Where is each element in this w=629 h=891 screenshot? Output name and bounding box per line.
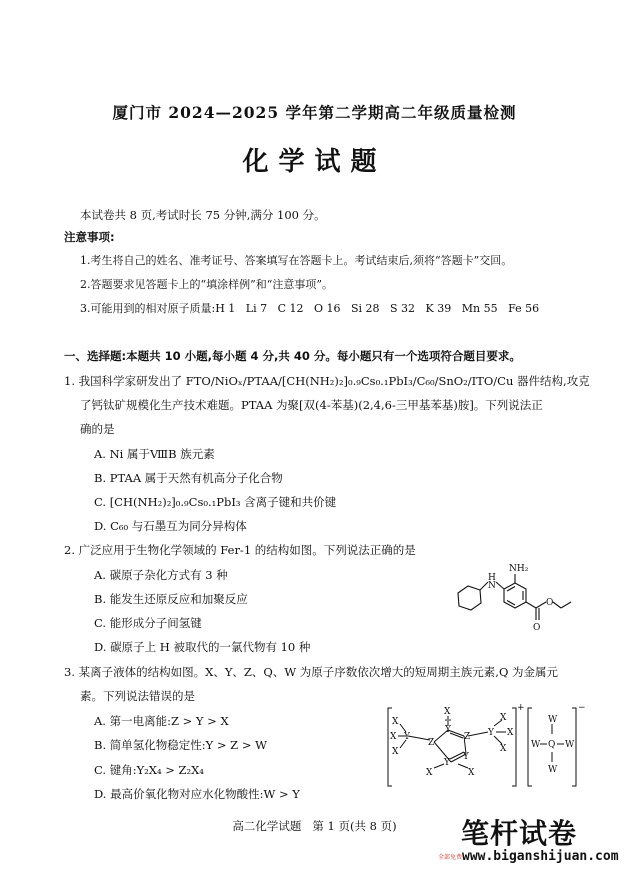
- q1-option-b: B. PTAA 属于天然有机高分子化合物: [94, 471, 283, 485]
- brand-watermark-name: 笔杆试卷: [461, 817, 578, 850]
- note-item: 3.可能用到的相对原子质量:H 1 Li 7 C 12 O 16 Si 28 S 32 K 39 Mn 55 Fe 56: [80, 302, 540, 315]
- brand-url: www.biganshijuan.com: [462, 849, 619, 864]
- q3-stem-line: 素。下列说法错误的是: [80, 689, 195, 703]
- cyclohexane-ring: [458, 586, 481, 610]
- x-label: X: [426, 768, 433, 778]
- subject-title: 化学试题: [242, 147, 387, 177]
- q1-option-c: C. [CH(NH₂)₂]₀.₉Cs₀.₁PbI₃ 含离子键和共价键: [94, 495, 337, 509]
- q3-stem-line: 3. 某离子液体的结构如图。X、Y、Z、Q、W 为原子序数依次增大的短周期主族元素,Q 为金属元: [64, 665, 559, 679]
- w-label: W: [548, 715, 558, 725]
- q2-option-d: D. 碳原子上 H 被取代的一氯代物有 10 种: [94, 640, 311, 654]
- q1-stem-line: 确的是: [80, 422, 115, 436]
- x-label: X: [507, 728, 514, 738]
- z-label: Z: [428, 738, 435, 748]
- nh2-label: NH₂: [509, 564, 529, 574]
- ester-o-label: O: [546, 598, 554, 608]
- fer1-structure-diagram: [450, 558, 590, 638]
- y-label: Y: [488, 728, 494, 738]
- n-label: N: [488, 581, 496, 591]
- q1-option-a: A. Ni 属于ⅧB 族元素: [94, 447, 215, 461]
- page-footer: 高二化学试题 第 1 页(共 8 页): [232, 819, 397, 833]
- x-label: X: [392, 747, 399, 757]
- notes-heading: 注意事项:: [64, 230, 115, 244]
- q-label: Q: [548, 740, 556, 750]
- x-label: X: [390, 732, 397, 742]
- carbonyl-o-label: O: [533, 623, 541, 633]
- exam-intro: 本试卷共 8 页,考试时长 75 分钟,满分 100 分。: [80, 208, 326, 222]
- y-label: Y: [463, 752, 469, 762]
- x-label: X: [500, 713, 507, 723]
- note-item: 2.答题要求见答题卡上的“填涂样例”和“注意事项”。: [80, 278, 333, 291]
- q1-stem-line: 1. 我国科学家研发出了 FTO/NiOₓ/PTAA/[CH(NH₂)₂]₀.₉Cs₀.₁PbI₃/C₆₀/SnO₂/ITO/Cu 器件结构,攻克: [64, 374, 590, 388]
- cation-charge: +: [517, 703, 525, 713]
- y-label: Y: [444, 758, 450, 768]
- x-label: X: [392, 717, 399, 727]
- q2-option-a: A. 碳原子杂化方式有 3 种: [94, 568, 228, 582]
- q2-option-c: C. 能形成分子间氢键: [94, 616, 202, 630]
- q3-option-c: C. 键角:Y₂X₄ > Z₂X₄: [94, 763, 204, 777]
- q3-option-d: D. 最高价氧化物对应水化物酸性:W > Y: [94, 787, 300, 801]
- y-label: Y: [445, 725, 451, 735]
- z-label: Z: [464, 732, 471, 742]
- x-label: X: [500, 744, 507, 754]
- q2-option-b: B. 能发生还原反应和加聚反应: [94, 592, 248, 606]
- ionic-liquid-structure-diagram: [386, 702, 596, 794]
- x-label: X: [468, 768, 475, 778]
- q3-option-b: B. 简单氢化物稳定性:Y > Z > W: [94, 738, 267, 752]
- w-label: W: [531, 740, 541, 750]
- q1-option-d: D. C₆₀ 与石墨互为同分异构体: [94, 519, 247, 533]
- q2-stem: 2. 广泛应用于生物化学领域的 Fer-1 的结构如图。下列说法正确的是: [64, 543, 416, 557]
- q3-option-a: A. 第一电离能:Z > Y > X: [94, 714, 229, 728]
- section-heading: 一、选择题:本题共 10 小题,每小题 4 分,共 40 分。每小题只有一个选项符合题目要求。: [64, 349, 521, 363]
- note-item: 1.考生将自己的姓名、准考证号、答案填写在答题卡上。考试结束后,须将“答题卡”交回。: [80, 254, 513, 267]
- h-label: H: [488, 573, 496, 583]
- y-label: Y: [404, 732, 410, 742]
- anion-charge: −: [578, 703, 586, 713]
- w-label: W: [548, 765, 558, 775]
- x-label: X: [444, 707, 451, 717]
- brand-free-tag: 全部免费: [438, 854, 463, 861]
- w-label: W: [565, 740, 575, 750]
- exam-title: 厦门市 2024—2025 学年第二学期高二年级质量检测: [112, 103, 517, 122]
- q1-stem-line: 了钙钛矿规模化生产技术难题。PTAA 为聚[双(4-苯基)(2,4,6-三甲基苯基)胺]。下列说法正: [80, 398, 543, 412]
